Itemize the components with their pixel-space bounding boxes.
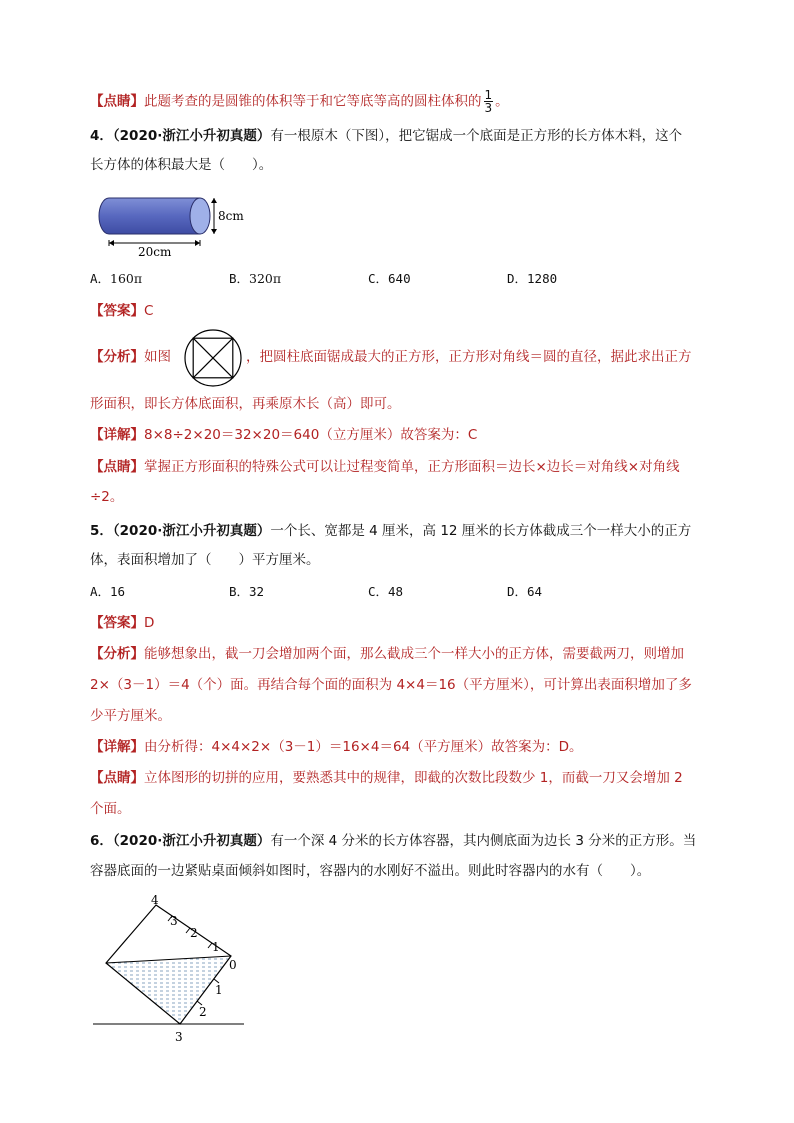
q4-log-figure xyxy=(95,192,265,260)
q5-detail-text: 由分析得：4×4×2×（3－1）＝16×4＝64（平方厘米）故答案为：D。 xyxy=(144,739,583,755)
q4-analysis-line1 xyxy=(90,348,171,366)
q4-detail-text: 8×8÷2×20＝32×20＝640（立方厘米）故答案为：C xyxy=(144,427,478,443)
q5-analysis-text: 能够想象出，截一刀会增加两个面，那么截成三个一样大小的正方体，需要截两刀，则增加 xyxy=(144,646,684,662)
q3-tip-text: 此题考查的是圆锥的体积等于和它等底等高的圆柱体积的 xyxy=(144,93,482,110)
q4-source: （2020·浙江小升初真题） xyxy=(112,128,271,144)
q6-label-1-top: 1 xyxy=(212,940,220,954)
q4-tip-line2: ÷2。 xyxy=(90,489,124,505)
q6-label-0: 0 xyxy=(229,958,237,972)
q3-tip-end: 。 xyxy=(495,93,509,110)
q5-answer-value: D xyxy=(144,615,155,631)
q5-detail xyxy=(90,738,583,756)
q4-number: 4． xyxy=(90,128,113,144)
q4-analysis-b: ，把圆柱底面锯成最大的正方形，正方形对角线＝圆的直径，据此求出正方 xyxy=(246,349,692,365)
q4-stem-line1 xyxy=(90,127,682,145)
q4-option-a xyxy=(90,271,142,287)
q6-number: 6． xyxy=(90,833,113,849)
q5-option-a xyxy=(90,584,125,600)
q4-tip-tag: 【点睛】 xyxy=(90,459,144,475)
option-letter: C． xyxy=(368,584,389,599)
q4-answer-tag: 【答案】 xyxy=(90,303,144,319)
q6-tilted-container-figure xyxy=(88,893,258,1053)
q6-label-2-bottom: 2 xyxy=(199,1005,207,1019)
q5-tip-line1 xyxy=(90,769,683,787)
q5-detail-tag: 【详解】 xyxy=(90,739,144,755)
fraction-denominator: 3 xyxy=(484,101,493,115)
q6-label-3-bottom: 3 xyxy=(175,1030,183,1044)
q4-detail-tag: 【详解】 xyxy=(90,427,144,443)
option-value: 64 xyxy=(527,584,543,599)
q6-label-4: 4 xyxy=(151,893,159,907)
q4-option-c xyxy=(368,271,411,287)
q6-stem1: 有一个深 4 分米的长方体容器，其内侧底面为边长 3 分米的正方形。当 xyxy=(270,833,697,849)
option-value: 1280 xyxy=(527,271,558,286)
option-letter: D． xyxy=(507,271,528,286)
q5-option-d xyxy=(507,584,542,600)
q4-fig-height: 8cm xyxy=(218,209,244,223)
q5-analysis-line3: 少平方厘米。 xyxy=(90,708,171,724)
option-value: 32 xyxy=(249,584,265,599)
q5-stem-line1 xyxy=(90,522,691,540)
q5-stem1: 一个长、宽都是 4 厘米，高 12 厘米的长方体截成三个一样大小的正方 xyxy=(270,523,692,539)
q5-answer xyxy=(90,614,154,632)
q4-option-d xyxy=(507,271,557,287)
q5-analysis-line2: 2×（3－1）＝4（个）面。再结合每个面的面积为 4×4＝16（平方厘米），可计算出表面积增加了多 xyxy=(90,677,692,693)
q6-source: （2020·浙江小升初真题） xyxy=(112,833,271,849)
option-letter: B． xyxy=(229,584,250,599)
q5-analysis-line1 xyxy=(90,645,684,663)
q6-label-2-top: 2 xyxy=(190,926,198,940)
option-letter: B． xyxy=(229,271,250,286)
option-value: 16 xyxy=(110,584,126,599)
q6-label-3-top: 3 xyxy=(170,914,178,928)
option-letter: D． xyxy=(507,584,528,599)
q5-number: 5． xyxy=(90,523,113,539)
q4-stem-line2: 长方体的体积最大是（ ）。 xyxy=(90,157,273,173)
q5-answer-tag: 【答案】 xyxy=(90,615,144,631)
q4-tip-line1 xyxy=(90,458,680,476)
option-value: 320π xyxy=(249,271,282,286)
q5-source: （2020·浙江小升初真题） xyxy=(112,523,271,539)
option-letter: C． xyxy=(368,271,389,286)
q4-answer xyxy=(90,302,153,320)
q4-stem1: 有一根原木（下图），把它锯成一个底面是正方形的长方体木料，这个 xyxy=(270,128,683,144)
q6-stem-line2: 容器底面的一边紧贴桌面倾斜如图时，容器内的水刚好不溢出。则此时容器内的水有（ ）。 xyxy=(90,863,651,879)
q4-analysis-tag: 【分析】 xyxy=(90,349,144,365)
q5-tip-tag: 【点睛】 xyxy=(90,770,144,786)
option-letter: A． xyxy=(90,271,111,286)
option-letter: A． xyxy=(90,584,111,599)
q4-tip-text: 掌握正方形面积的特殊公式可以让过程变简单，正方形面积＝边长×边长＝对角线×对角线 xyxy=(144,459,680,475)
q4-option-b xyxy=(229,271,281,287)
q5-analysis-tag: 【分析】 xyxy=(90,646,144,662)
q6-label-1-bottom: 1 xyxy=(215,983,223,997)
q4-circle-square-figure xyxy=(183,328,243,388)
q3-tip-tag: 【点睛】 xyxy=(90,93,144,110)
q4-analysis-line2: 形面积，即长方体底面积，再乘原木长（高）即可。 xyxy=(90,396,401,412)
q5-tip-text: 立体图形的切拼的应用，要熟悉其中的规律，即截的次数比段数少 1，而截一刀又会增加 2 xyxy=(144,770,683,786)
q6-stem-line1 xyxy=(90,832,696,850)
option-value: 640 xyxy=(388,271,411,286)
q4-detail xyxy=(90,426,477,444)
option-value: 48 xyxy=(388,584,404,599)
option-value: 160π xyxy=(110,271,143,286)
q5-stem-line2: 体，表面积增加了（ ）平方厘米。 xyxy=(90,552,320,568)
q3-tip-fraction xyxy=(484,89,494,114)
q5-tip-line2: 个面。 xyxy=(90,801,131,817)
q4-fig-length: 20cm xyxy=(138,245,172,259)
q4-answer-value: C xyxy=(144,303,154,319)
q3-tip xyxy=(90,89,509,114)
q5-option-b xyxy=(229,584,264,600)
q4-analysis-a: 如图 xyxy=(144,349,171,365)
fraction-numerator: 1 xyxy=(484,88,493,102)
q5-option-c xyxy=(368,584,403,600)
